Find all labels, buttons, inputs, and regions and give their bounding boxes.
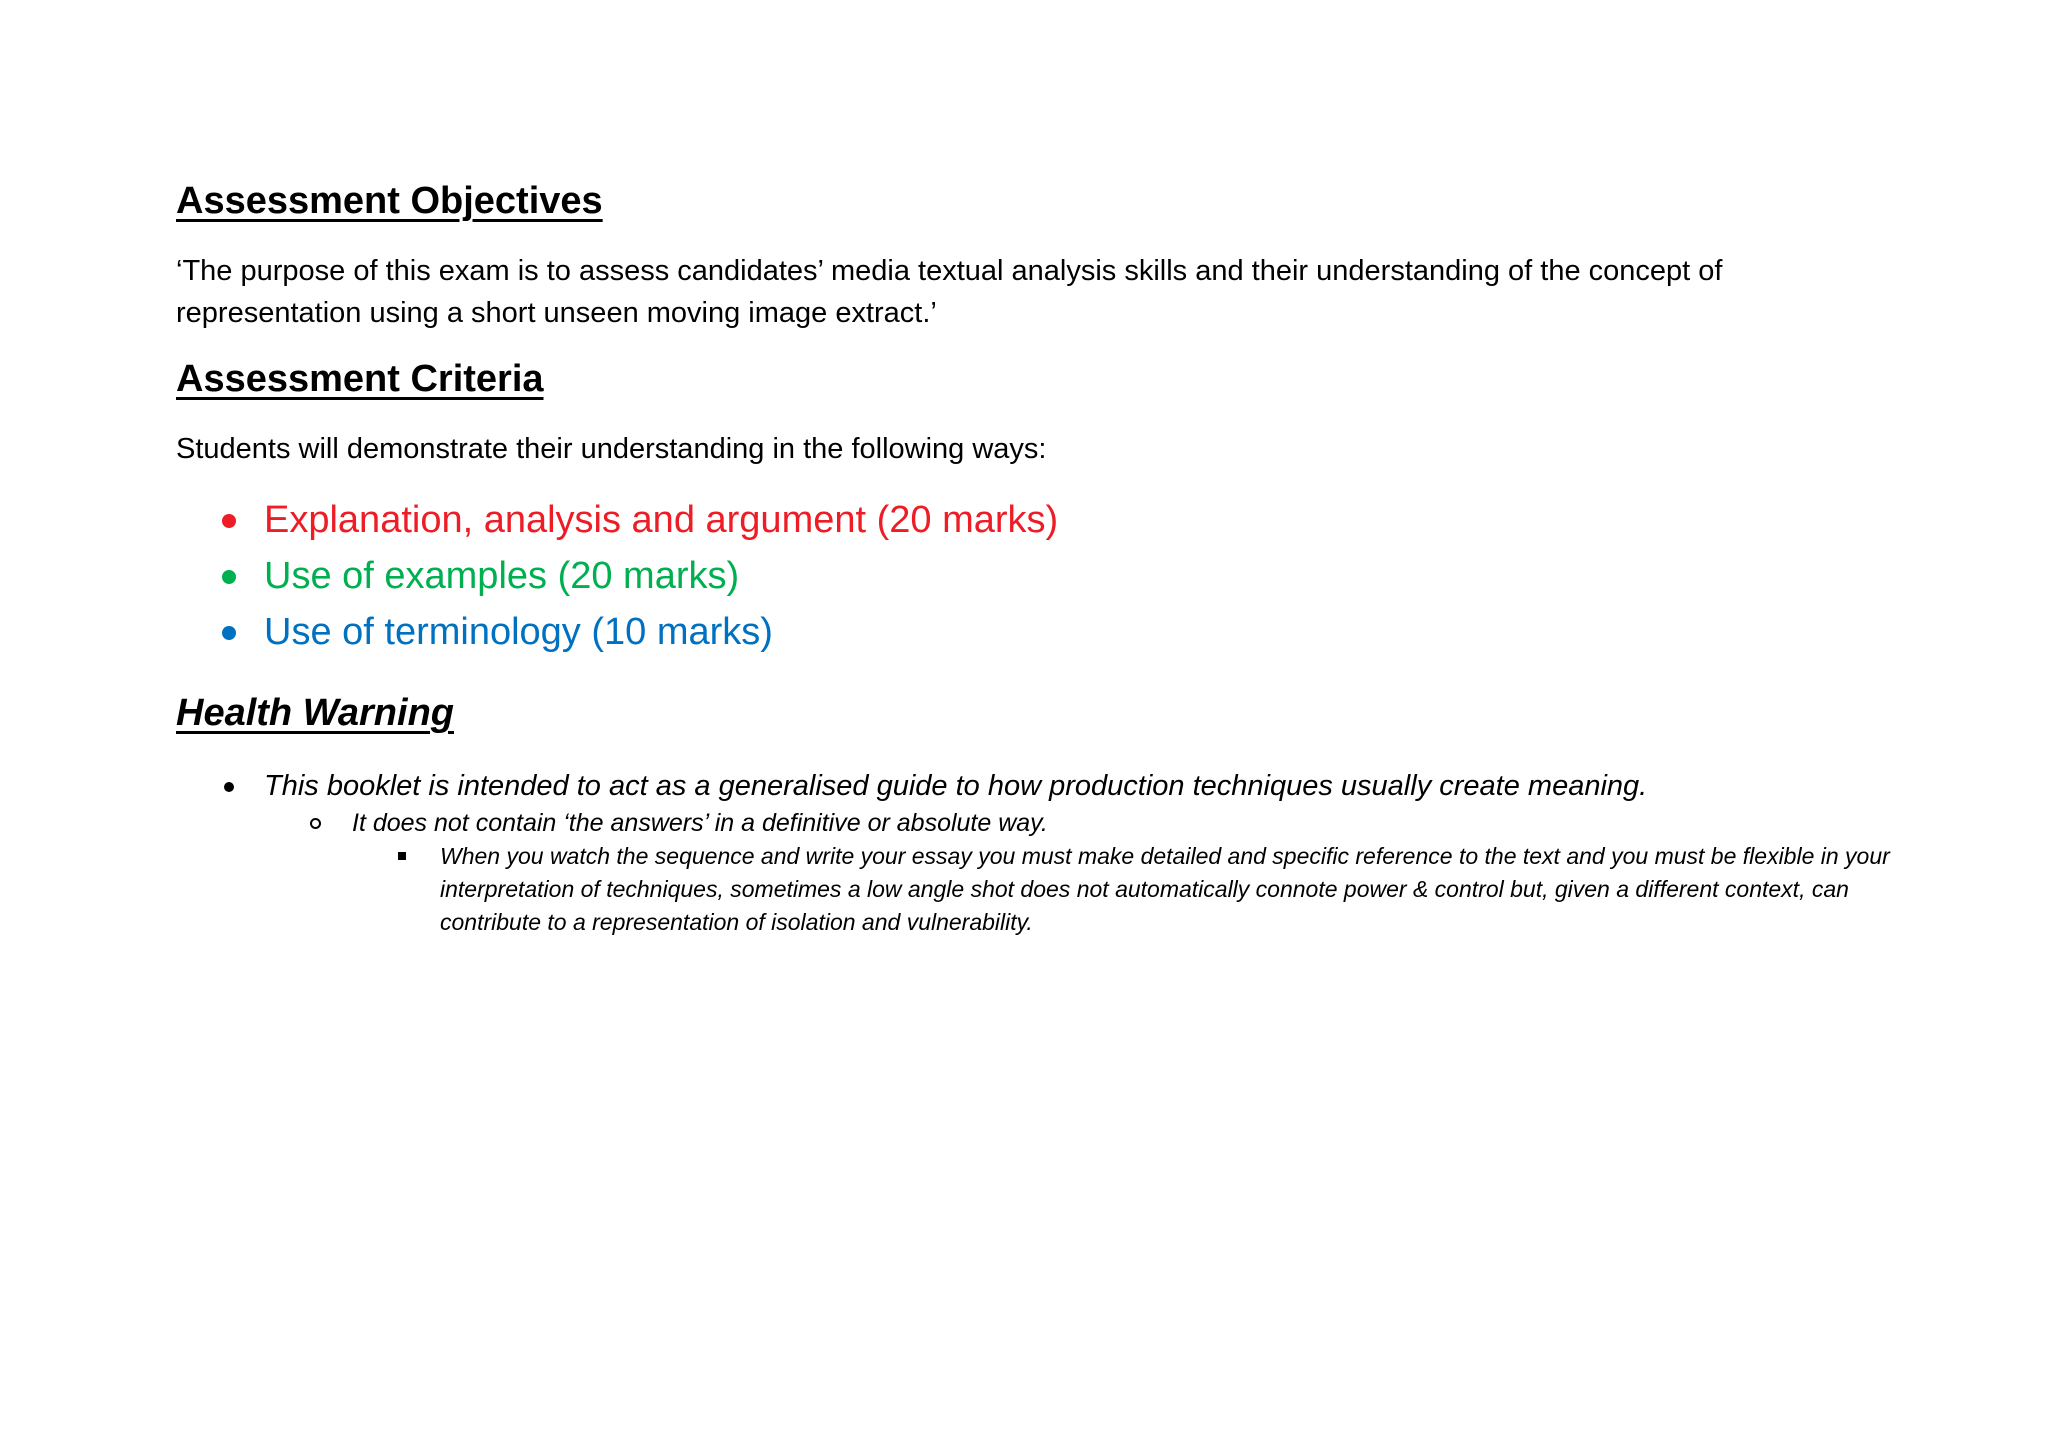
assessment-objectives-heading: Assessment Objectives	[176, 180, 603, 222]
document-content	[176, 178, 1896, 939]
criteria-item-label: Explanation, analysis and argument (20 marks)	[264, 499, 1059, 541]
hollow-circle-bullet-icon	[310, 818, 321, 829]
criteria-item-explanation	[176, 492, 1896, 548]
criteria-item-label: Use of examples (20 marks)	[264, 555, 740, 597]
criteria-item-terminology	[176, 604, 1896, 660]
criteria-intro: Students will demonstrate their understanding in the following ways:	[176, 433, 1047, 465]
warning-item-level1	[176, 766, 1896, 806]
bullet-icon	[224, 782, 234, 792]
criteria-list	[176, 492, 1896, 660]
bullet-icon	[222, 626, 236, 640]
health-warning-heading: Health Warning	[176, 692, 454, 734]
health-warning-list	[176, 766, 1896, 939]
warning-item-level2	[176, 806, 1896, 840]
warning-level3-text: When you watch the sequence and write your essay you must make detailed and specific reference to the text and you must be flexible in your interpretation of techniques, sometimes a low angle shot does not automatically connote power & control but, given a different context, can contribute to a representation of isolation and vulnerability.	[440, 843, 1890, 935]
purpose-paragraph: ‘The purpose of this exam is to assess candidates’ media textual analysis skills and their understanding of the concept of representation using a short unseen moving image extract.’	[176, 255, 1723, 329]
bullet-icon	[222, 570, 236, 584]
warning-item-level3	[176, 840, 1900, 939]
criteria-item-label: Use of terminology (10 marks)	[264, 611, 773, 653]
assessment-criteria-heading: Assessment Criteria	[176, 358, 544, 400]
warning-level1-text: This booklet is intended to act as a generalised guide to how production techniques usually create meaning.	[264, 770, 1648, 802]
square-bullet-icon	[398, 852, 406, 860]
bullet-icon	[222, 514, 236, 528]
criteria-item-examples	[176, 548, 1896, 604]
warning-level2-text: It does not contain ‘the answers’ in a definitive or absolute way.	[352, 809, 1048, 837]
